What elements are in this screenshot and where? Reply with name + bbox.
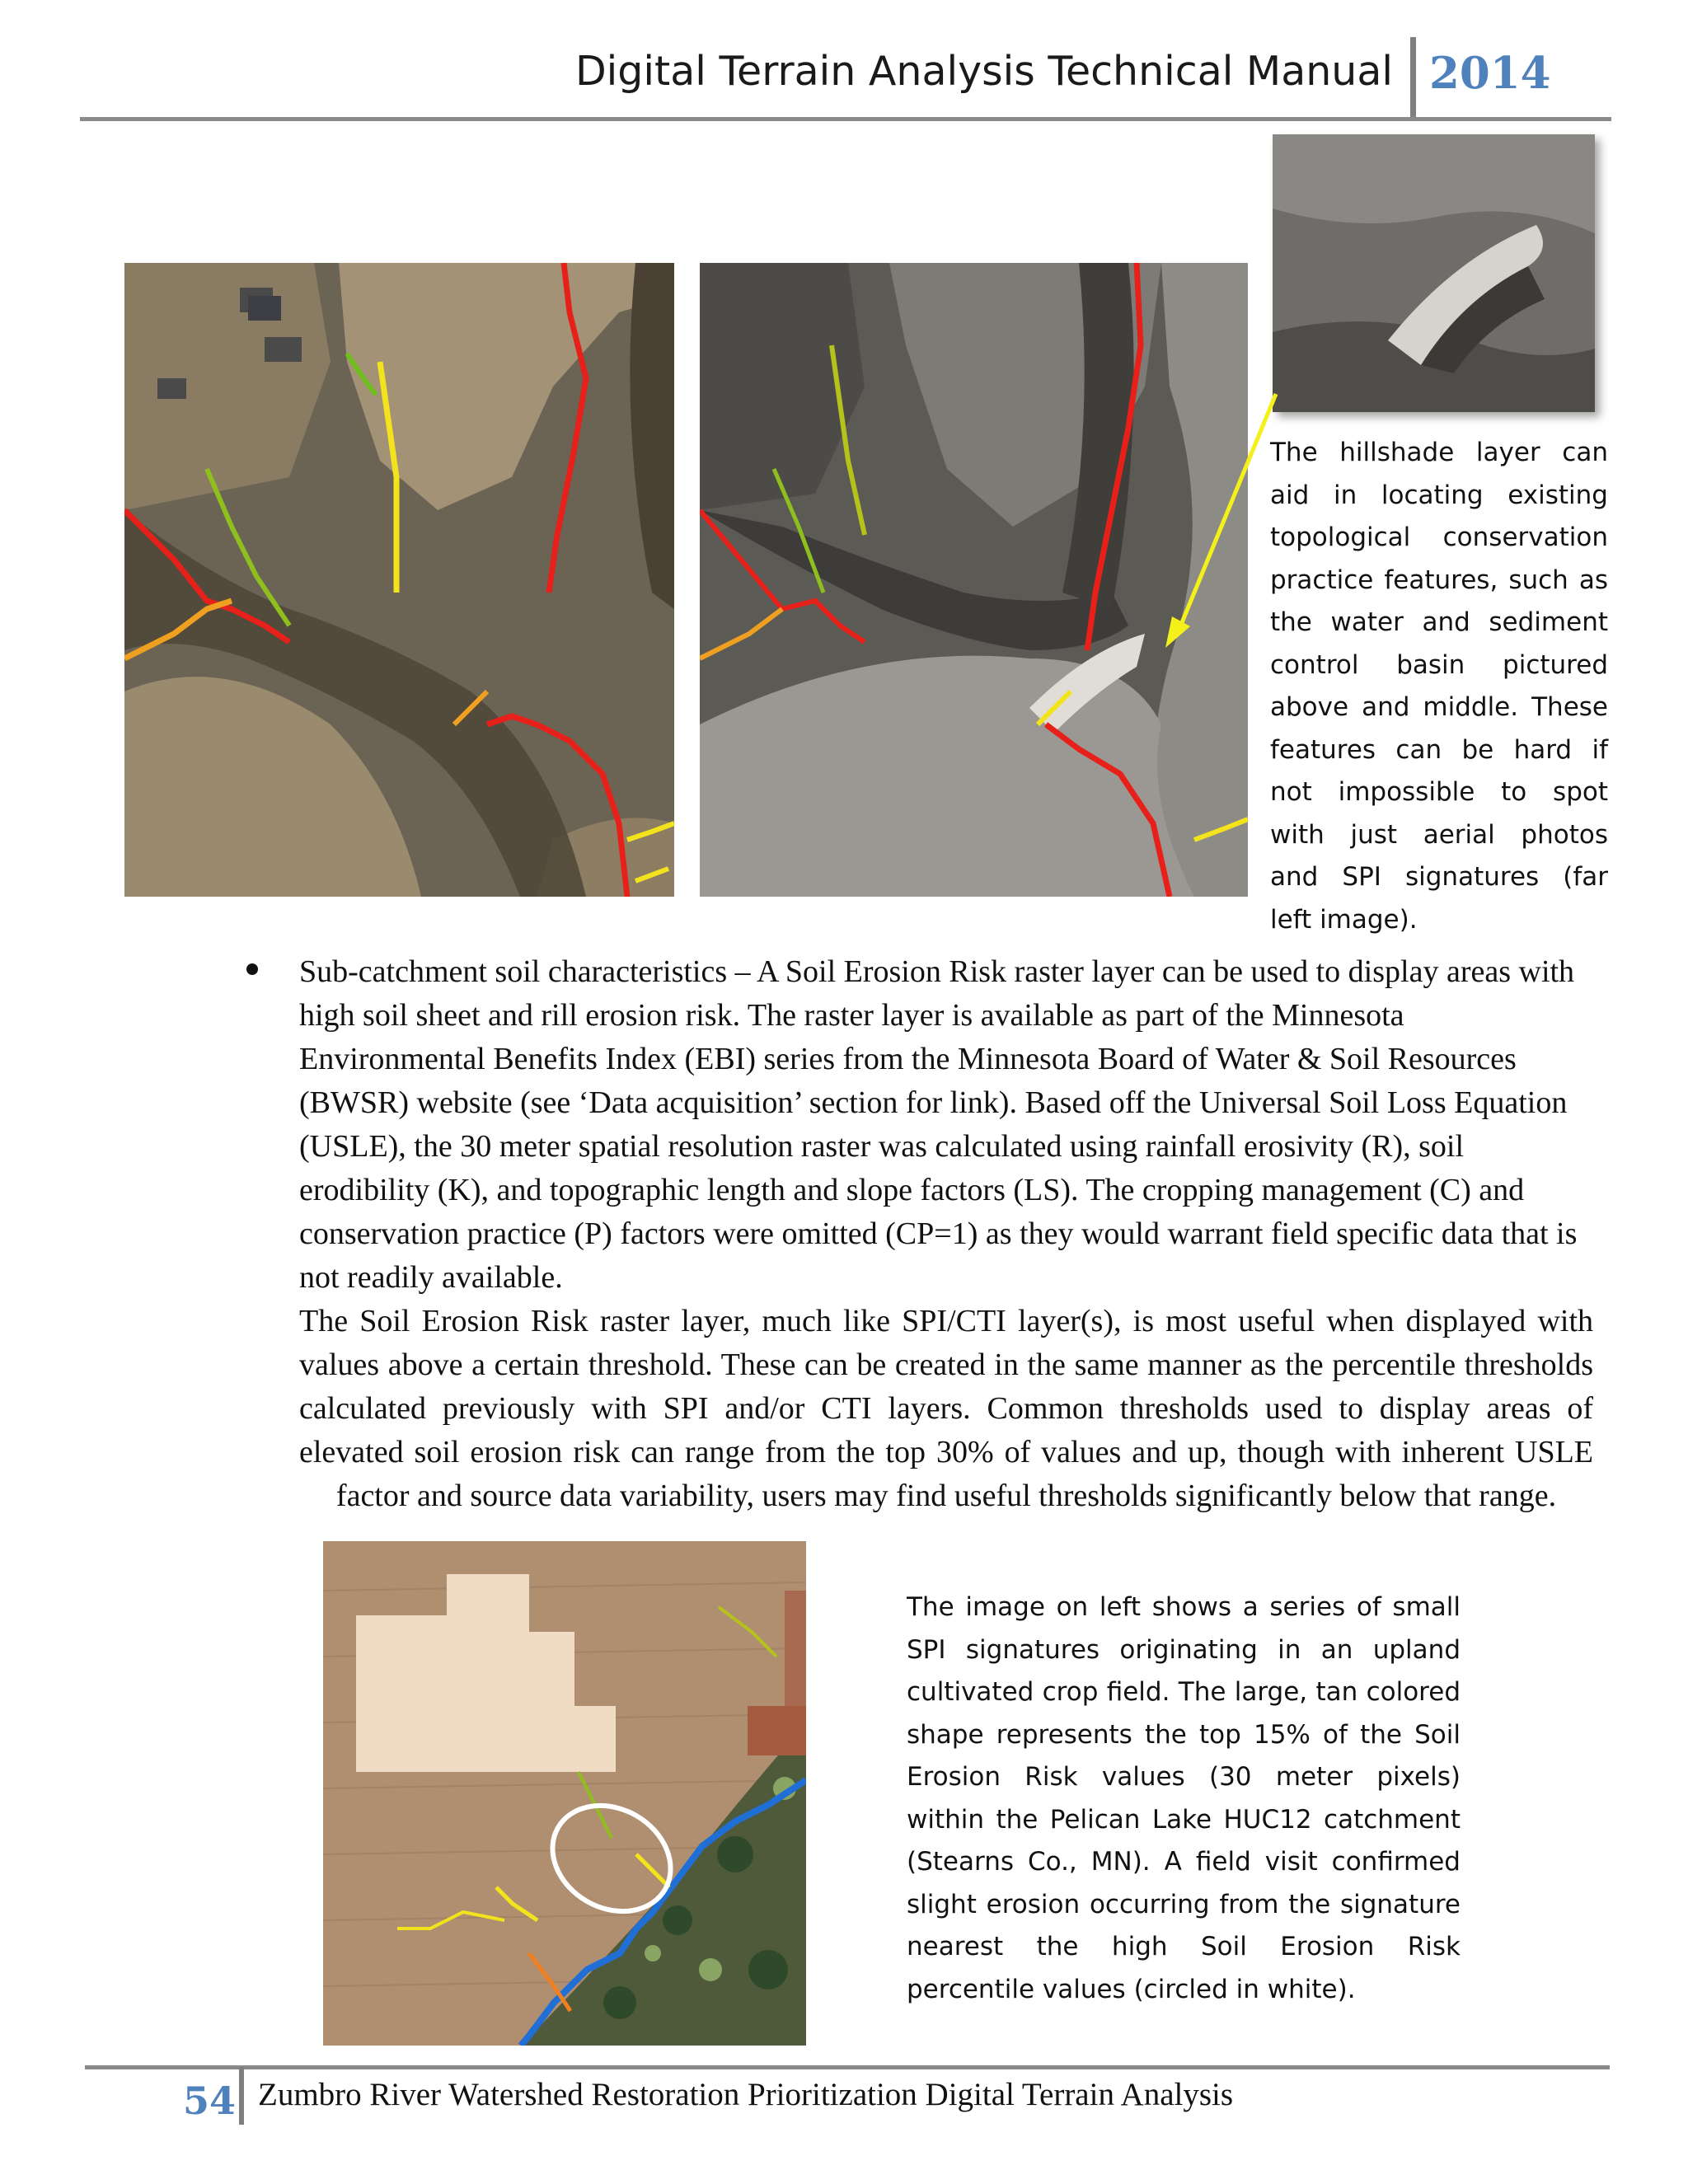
header-rule [80, 117, 1611, 121]
hillshade-inset-image [1273, 134, 1595, 412]
running-header-title: Digital Terrain Analysis Technical Manual [574, 48, 1393, 95]
bullet-marker [246, 963, 258, 975]
running-header-year: 2014 [1429, 48, 1551, 99]
footer-rule [85, 2065, 1610, 2069]
erosion-caption: The image on left shows a series of small SPI signatures originating in an upland cultivated crop field. The large, tan colored shape represents the top 15% of the Soil Erosion Risk values (30 meter pixels) within the Pelican Lake HUC12 catchment (Stearns Co., MN). A field visit confirmed slight erosion occurring from the signature nearest the high Soil Erosion Risk percentile values (circled in white). [907, 1592, 1461, 2004]
bullet-paragraph: Sub-catchment soil characteristics – A Soil Erosion Risk raster layer can be used to display areas with high soil sheet and rill erosion risk. The raster layer is available as part of the Minnesota Environmental Benefits Index (EBI) series from the Minnesota Board of Water & Soil Resources (BWSR) website (see ‘Data acquisition’ section for link). Based off the Universal Soil Loss Equation (USLE), the 30 meter spatial resolution raster was calculated using rainfall erosivity (R), soil erodibility (K), and topographic length and slope factors (LS). The cropping management (C) and conservation practice (P) factors were omitted (CP=1) as they would warrant field specific data that is not readily available. [299, 954, 1578, 1295]
page-number: 54 [183, 2079, 237, 2123]
aerial-spi-image [124, 263, 674, 897]
body-paragraph: The Soil Erosion Risk raster layer, much like SPI/CTI layer(s), is most useful when displayed with values above a certain threshold. These can be created in the same manner as the percentile thresholds calculated previously with SPI and/or CTI layers. Common thresholds used to display areas of elevated soil erosion risk can range from the top 30% of values and up, though with inherent USLE factor and source data variability, users may find useful thresholds significantly below that range. [299, 1304, 1593, 1513]
hillshade-caption: The hillshade layer can aid in locating existing topological conservation practice features, such as the water and sediment control basin pictured above and middle. These features can be hard if not impossible to spot with just aerial photos and SPI signatures (far left image). [1270, 438, 1608, 935]
erosion-risk-image [323, 1541, 806, 2046]
footer-title: Zumbro River Watershed Restoration Prioritization Digital Terrain Analysis [258, 2077, 1234, 2112]
footer-divider [239, 2067, 244, 2125]
header-divider [1410, 37, 1416, 120]
